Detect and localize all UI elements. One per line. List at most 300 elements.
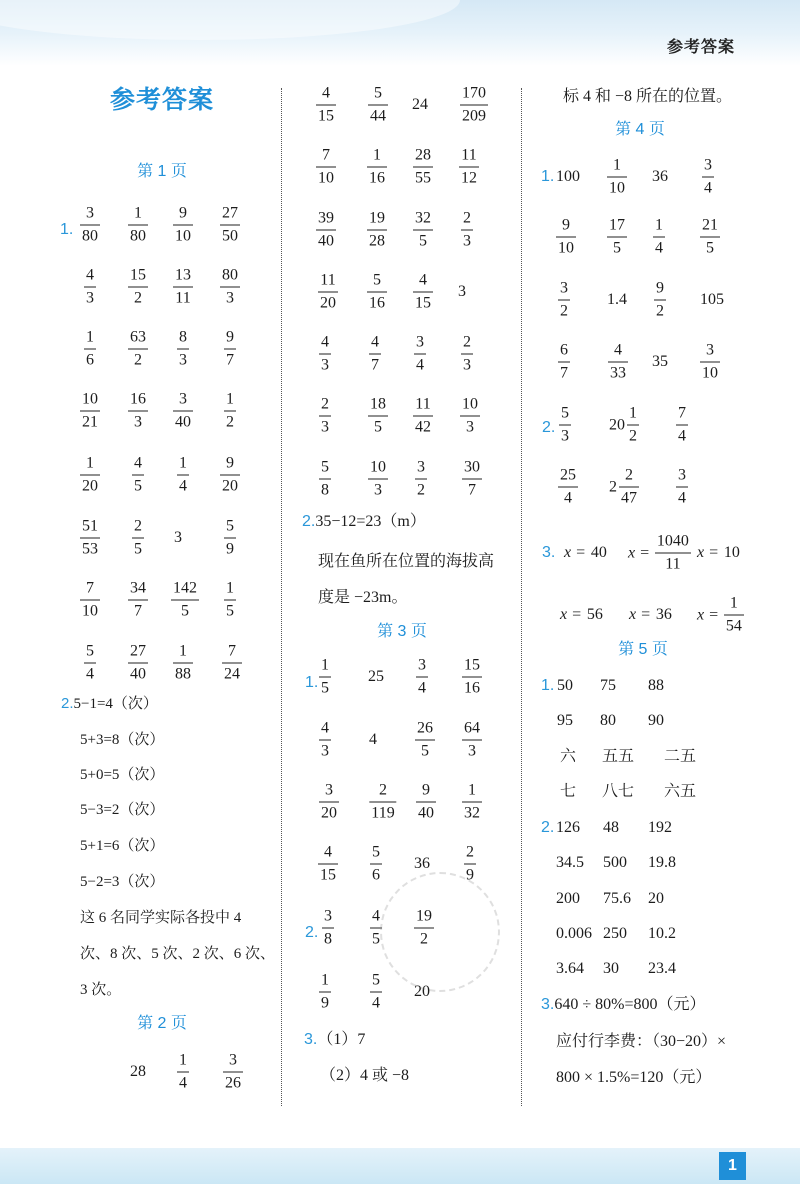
fraction bbox=[80, 392, 100, 431]
fraction-answer bbox=[700, 343, 720, 382]
fraction-stack bbox=[319, 460, 331, 499]
watermark-stamp bbox=[380, 872, 500, 992]
answer-line: 应付行李费：（30−20）× bbox=[556, 1033, 727, 1050]
fraction-stack bbox=[319, 721, 331, 760]
fraction-stack bbox=[370, 845, 382, 884]
fraction-answer bbox=[128, 581, 148, 620]
numerator: 15 bbox=[128, 268, 148, 288]
fraction bbox=[220, 268, 240, 307]
denominator: 10 bbox=[175, 227, 191, 245]
fraction bbox=[318, 845, 338, 884]
answer-line: 标 4 和 −8 所在的位置。 bbox=[563, 88, 733, 105]
fraction bbox=[80, 519, 100, 558]
denominator: 10 bbox=[609, 179, 625, 197]
fraction bbox=[220, 456, 240, 495]
answer-text: 35−12=23（m） bbox=[315, 513, 426, 530]
answer-value: 95 bbox=[557, 712, 573, 729]
numerator: 1 bbox=[224, 581, 236, 601]
denominator: 9 bbox=[466, 866, 474, 884]
numerator: 11 bbox=[318, 273, 338, 293]
answer-value: 28 bbox=[130, 1063, 146, 1080]
fraction-answer bbox=[700, 218, 720, 257]
denominator: 3 bbox=[374, 481, 382, 499]
denominator: 32 bbox=[464, 804, 480, 822]
fraction bbox=[319, 460, 331, 499]
answer-value bbox=[629, 607, 672, 623]
answer-value: 七 bbox=[560, 783, 577, 800]
denominator: 40 bbox=[418, 804, 434, 822]
fraction bbox=[415, 460, 427, 499]
fraction bbox=[609, 468, 639, 507]
numerator: 4 bbox=[370, 909, 382, 929]
answer-line: 次、8 次、5 次、2 次、6 次、 bbox=[80, 946, 276, 962]
numerator: 170 bbox=[460, 86, 488, 106]
numerator: 4 bbox=[369, 335, 381, 355]
numerator: 5 bbox=[370, 845, 382, 865]
answer-value: 35 bbox=[652, 353, 668, 370]
fraction bbox=[224, 581, 236, 620]
fraction-answer bbox=[413, 273, 433, 312]
fraction-answer bbox=[462, 783, 482, 822]
denominator: 2 bbox=[134, 289, 142, 307]
fraction-stack bbox=[84, 644, 96, 683]
fraction bbox=[556, 218, 576, 257]
answer-value: 4 bbox=[369, 731, 377, 748]
numerator: 4 bbox=[319, 721, 331, 741]
numerator: 3 bbox=[676, 468, 688, 488]
fraction bbox=[128, 330, 148, 369]
fraction-answer bbox=[84, 268, 96, 307]
fraction-stack bbox=[459, 148, 479, 187]
fraction bbox=[224, 330, 236, 369]
denominator: 5 bbox=[321, 679, 329, 697]
numerator: 2 bbox=[461, 335, 473, 355]
fraction bbox=[177, 1053, 189, 1092]
denominator: 7 bbox=[226, 351, 234, 369]
question-number: 2. bbox=[541, 819, 555, 836]
fraction-stack bbox=[319, 397, 331, 436]
fraction-stack bbox=[461, 335, 473, 374]
fraction-answer bbox=[413, 148, 433, 187]
fraction-stack bbox=[676, 406, 688, 445]
denominator: 3 bbox=[561, 427, 569, 445]
section-heading-page-3: 第 3 页 bbox=[377, 623, 427, 640]
denominator: 7 bbox=[134, 602, 142, 620]
fraction bbox=[319, 397, 331, 436]
fraction bbox=[415, 721, 435, 760]
fraction bbox=[608, 343, 628, 382]
denominator: 24 bbox=[224, 665, 240, 683]
fraction-stack bbox=[462, 658, 482, 697]
denominator: 3 bbox=[466, 418, 474, 436]
numerator: 2 bbox=[619, 468, 639, 488]
fraction bbox=[368, 86, 388, 125]
fraction-answer bbox=[80, 519, 100, 558]
answer-line: 现在鱼所在位置的海拔高 bbox=[318, 553, 495, 570]
fraction bbox=[676, 406, 688, 445]
fraction-stack bbox=[461, 211, 473, 250]
numerator: 9 bbox=[654, 281, 666, 301]
fraction bbox=[173, 392, 193, 431]
fraction bbox=[316, 86, 336, 125]
numerator: 2 bbox=[319, 397, 331, 417]
question-number: 2. bbox=[61, 695, 74, 712]
numerator: 5 bbox=[367, 273, 387, 293]
answer-text: （1）7 bbox=[317, 1031, 366, 1048]
fraction-answer bbox=[80, 581, 100, 620]
fraction bbox=[173, 206, 193, 245]
fraction-answer bbox=[370, 973, 382, 1012]
denominator: 11 bbox=[175, 289, 191, 307]
answer-value: 3 bbox=[174, 529, 182, 546]
question-number: 1. bbox=[305, 674, 319, 691]
fraction bbox=[655, 534, 691, 573]
fraction bbox=[370, 973, 382, 1012]
numerator: 2 bbox=[369, 783, 396, 803]
answer-line bbox=[302, 511, 426, 533]
fraction bbox=[80, 581, 100, 620]
fraction-answer bbox=[368, 397, 388, 436]
numerator: 1 bbox=[173, 644, 193, 664]
answer-line: （2）4 或 −8 bbox=[320, 1067, 410, 1084]
denominator: 2 bbox=[134, 351, 142, 369]
fraction bbox=[559, 406, 571, 445]
fraction-answer bbox=[462, 460, 482, 499]
denominator: 5 bbox=[226, 602, 234, 620]
fraction-stack bbox=[128, 268, 148, 307]
fraction bbox=[413, 148, 433, 187]
variable-label: x = bbox=[564, 544, 586, 561]
fraction-stack bbox=[224, 392, 236, 431]
fraction bbox=[128, 206, 148, 245]
numerator: 19 bbox=[367, 211, 387, 231]
fraction-answer bbox=[128, 644, 148, 683]
numerator: 3 bbox=[558, 281, 570, 301]
fraction-stack bbox=[413, 273, 433, 312]
fraction bbox=[80, 206, 100, 245]
answer-value: 19.8 bbox=[648, 854, 676, 871]
fraction-stack bbox=[128, 644, 148, 683]
answer-value: 90 bbox=[648, 712, 664, 729]
answer-value: 25 bbox=[368, 668, 384, 685]
fraction-answer bbox=[319, 721, 331, 760]
fraction bbox=[368, 460, 388, 499]
answer-value: 56 bbox=[586, 606, 603, 623]
fraction-stack bbox=[416, 783, 436, 822]
variable-label: x = bbox=[629, 606, 651, 623]
fraction-answer bbox=[462, 658, 482, 697]
numerator: 1 bbox=[84, 330, 96, 350]
fraction bbox=[558, 468, 578, 507]
fraction-stack bbox=[177, 330, 189, 369]
fraction bbox=[462, 721, 482, 760]
fraction-stack bbox=[220, 268, 240, 307]
fraction bbox=[367, 211, 387, 250]
answer-line: 3 次。 bbox=[80, 982, 122, 998]
fraction-stack bbox=[220, 206, 240, 245]
question-number: 2. bbox=[302, 513, 316, 530]
fraction bbox=[369, 335, 381, 374]
numerator: 9 bbox=[416, 783, 436, 803]
fraction bbox=[416, 783, 436, 822]
fraction bbox=[132, 519, 144, 558]
fraction-stack bbox=[462, 783, 482, 822]
fraction-answer bbox=[173, 268, 193, 307]
fraction-stack bbox=[222, 644, 242, 683]
answer-value: 五五 bbox=[602, 748, 635, 765]
fraction-answer bbox=[369, 783, 396, 822]
denominator: 119 bbox=[371, 804, 395, 822]
fraction-answer bbox=[316, 211, 336, 250]
fraction-answer bbox=[319, 783, 339, 822]
answer-line: 800 × 1.5%=120（元） bbox=[556, 1069, 712, 1086]
variable-label: x = bbox=[628, 544, 650, 561]
fraction-stack bbox=[316, 86, 336, 125]
numerator: 15 bbox=[462, 658, 482, 678]
fraction-stack bbox=[84, 268, 96, 307]
denominator: 42 bbox=[415, 418, 431, 436]
fraction-answer bbox=[559, 406, 571, 445]
fraction bbox=[84, 644, 96, 683]
numerator: 3 bbox=[415, 460, 427, 480]
fraction bbox=[460, 397, 480, 436]
fraction-stack bbox=[80, 456, 100, 495]
fraction-stack bbox=[173, 268, 193, 307]
numerator: 1 bbox=[319, 658, 331, 678]
fraction bbox=[416, 658, 428, 697]
answer-line: 5+1=6（次） bbox=[80, 838, 165, 854]
fraction bbox=[558, 343, 570, 382]
denominator: 28 bbox=[369, 232, 385, 250]
denominator: 44 bbox=[370, 107, 386, 125]
fraction-answer bbox=[224, 519, 236, 558]
question-number: 2. bbox=[305, 924, 319, 941]
column-divider bbox=[281, 88, 282, 1106]
denominator: 4 bbox=[418, 679, 426, 697]
fraction-stack bbox=[80, 206, 100, 245]
numerator: 3 bbox=[414, 335, 426, 355]
numerator: 4 bbox=[319, 335, 331, 355]
fraction-answer bbox=[609, 406, 639, 445]
denominator: 7 bbox=[560, 364, 568, 382]
fraction bbox=[462, 658, 482, 697]
fraction bbox=[177, 456, 189, 495]
denominator: 3 bbox=[321, 356, 329, 374]
denominator: 15 bbox=[318, 107, 334, 125]
numerator: 1 bbox=[319, 973, 331, 993]
fraction-stack bbox=[556, 218, 576, 257]
fraction bbox=[173, 268, 193, 307]
question-number: 1. bbox=[541, 168, 555, 185]
numerator: 7 bbox=[222, 644, 242, 664]
fraction bbox=[128, 581, 148, 620]
answer-value: 1.4 bbox=[607, 291, 627, 308]
section-heading-page-5: 第 5 页 bbox=[618, 641, 668, 658]
denominator: 4 bbox=[416, 356, 424, 374]
numerator: 2 bbox=[464, 845, 476, 865]
denominator: 5 bbox=[706, 239, 714, 257]
fraction-answer bbox=[628, 534, 691, 573]
fraction bbox=[171, 581, 199, 620]
fraction bbox=[700, 218, 720, 257]
denominator: 10 bbox=[82, 602, 98, 620]
denominator: 2 bbox=[560, 302, 568, 320]
fraction-stack bbox=[413, 211, 433, 250]
fraction-stack bbox=[608, 343, 628, 382]
denominator: 16 bbox=[464, 679, 480, 697]
numerator: 19 bbox=[414, 909, 434, 929]
answer-value: 500 bbox=[603, 854, 627, 871]
answer-value: 20 bbox=[414, 983, 430, 1000]
numerator: 32 bbox=[413, 211, 433, 231]
fraction-stack bbox=[128, 206, 148, 245]
fraction bbox=[414, 335, 426, 374]
denominator: 5 bbox=[372, 930, 380, 948]
fraction-answer bbox=[460, 397, 480, 436]
denominator: 10 bbox=[702, 364, 718, 382]
fraction-stack bbox=[416, 658, 428, 697]
fraction-answer bbox=[459, 148, 479, 187]
fraction bbox=[460, 86, 488, 125]
fraction bbox=[413, 273, 433, 312]
fraction bbox=[316, 148, 336, 187]
answer-line: 5−3=2（次） bbox=[80, 802, 165, 818]
fraction bbox=[413, 211, 433, 250]
fraction-answer bbox=[368, 460, 388, 499]
fraction-answer bbox=[609, 468, 639, 507]
denominator: 3 bbox=[226, 289, 234, 307]
numerator: 3 bbox=[702, 158, 714, 178]
answer-value bbox=[560, 607, 603, 623]
fraction-stack bbox=[414, 335, 426, 374]
fraction-stack bbox=[128, 330, 148, 369]
fraction-answer bbox=[173, 206, 193, 245]
whole-part: 2 bbox=[609, 478, 617, 495]
fraction bbox=[224, 392, 236, 431]
fraction-answer bbox=[220, 456, 240, 495]
answer-value: 40 bbox=[590, 544, 607, 561]
denominator: 4 bbox=[678, 489, 686, 507]
fraction-stack bbox=[559, 406, 571, 445]
numerator: 28 bbox=[413, 148, 433, 168]
answer-value: 0.006 bbox=[556, 925, 592, 942]
numerator: 1 bbox=[224, 392, 236, 412]
fraction-answer bbox=[173, 644, 193, 683]
fraction-stack bbox=[654, 281, 666, 320]
numerator: 4 bbox=[84, 268, 96, 288]
fraction-answer bbox=[171, 581, 199, 620]
answer-line: 5+3=8（次） bbox=[80, 732, 165, 748]
answer-value: 20 bbox=[648, 890, 664, 907]
numerator: 1 bbox=[80, 456, 100, 476]
fraction bbox=[128, 268, 148, 307]
answer-line: 这 6 名同学实际各投中 4 bbox=[80, 910, 242, 926]
fraction-answer bbox=[84, 644, 96, 683]
fraction-answer bbox=[132, 519, 144, 558]
numerator: 51 bbox=[80, 519, 100, 539]
fraction-stack bbox=[655, 534, 691, 573]
numerator: 5 bbox=[224, 519, 236, 539]
numerator: 3 bbox=[416, 658, 428, 678]
denominator: 9 bbox=[226, 540, 234, 558]
denominator: 3 bbox=[321, 742, 329, 760]
answer-value: 75 bbox=[600, 677, 616, 694]
fraction-stack bbox=[558, 281, 570, 320]
denominator: 5 bbox=[421, 742, 429, 760]
answer-value: 88 bbox=[648, 677, 664, 694]
answer-value: 50 bbox=[557, 677, 573, 694]
section-heading-page-1: 第 1 页 bbox=[137, 163, 187, 180]
numerator: 1 bbox=[177, 456, 189, 476]
numerator: 5 bbox=[559, 406, 571, 426]
numerator: 9 bbox=[220, 456, 240, 476]
fraction-answer bbox=[368, 86, 388, 125]
fraction-answer bbox=[224, 330, 236, 369]
numerator: 1040 bbox=[655, 534, 691, 554]
fraction bbox=[369, 783, 396, 822]
fraction bbox=[319, 658, 331, 697]
fraction-stack bbox=[173, 644, 193, 683]
denominator: 16 bbox=[369, 294, 385, 312]
denominator: 80 bbox=[82, 227, 98, 245]
fraction-answer bbox=[413, 211, 433, 250]
fraction-stack bbox=[220, 456, 240, 495]
denominator: 20 bbox=[82, 477, 98, 495]
denominator: 55 bbox=[415, 169, 431, 187]
question-number: 3. bbox=[304, 1031, 318, 1048]
answer-value: 30 bbox=[603, 960, 619, 977]
fraction bbox=[177, 330, 189, 369]
fraction-stack bbox=[319, 973, 331, 1012]
denominator: 20 bbox=[320, 294, 336, 312]
denominator: 80 bbox=[130, 227, 146, 245]
fraction bbox=[84, 268, 96, 307]
fraction-answer bbox=[84, 330, 96, 369]
fraction-answer bbox=[653, 218, 665, 257]
answer-value: 100 bbox=[556, 168, 580, 185]
denominator: 15 bbox=[320, 866, 336, 884]
denominator: 8 bbox=[324, 930, 332, 948]
fraction-answer bbox=[413, 397, 433, 436]
fraction-stack bbox=[369, 335, 381, 374]
answer-text: 5−1=4（次） bbox=[73, 696, 158, 712]
denominator: 21 bbox=[82, 413, 98, 431]
fraction-answer bbox=[318, 845, 338, 884]
numerator: 34 bbox=[128, 581, 148, 601]
numerator: 5 bbox=[368, 86, 388, 106]
fraction-stack bbox=[368, 397, 388, 436]
numerator: 26 bbox=[415, 721, 435, 741]
numerator: 7 bbox=[676, 406, 688, 426]
fraction-answer bbox=[558, 343, 570, 382]
denominator: 8 bbox=[321, 481, 329, 499]
denominator: 5 bbox=[134, 477, 142, 495]
numerator: 10 bbox=[368, 460, 388, 480]
fraction-stack bbox=[367, 148, 387, 187]
fraction-stack bbox=[367, 211, 387, 250]
denominator: 4 bbox=[564, 489, 572, 507]
fraction-answer bbox=[676, 406, 688, 445]
answer-value: 126 bbox=[556, 819, 580, 836]
question-number: 1. bbox=[60, 221, 74, 238]
answer-value: 10 bbox=[723, 544, 740, 561]
fraction-stack bbox=[132, 456, 144, 495]
denominator: 20 bbox=[222, 477, 238, 495]
numerator: 7 bbox=[80, 581, 100, 601]
fraction-answer bbox=[80, 206, 100, 245]
fraction bbox=[368, 397, 388, 436]
fraction-stack bbox=[558, 468, 578, 507]
